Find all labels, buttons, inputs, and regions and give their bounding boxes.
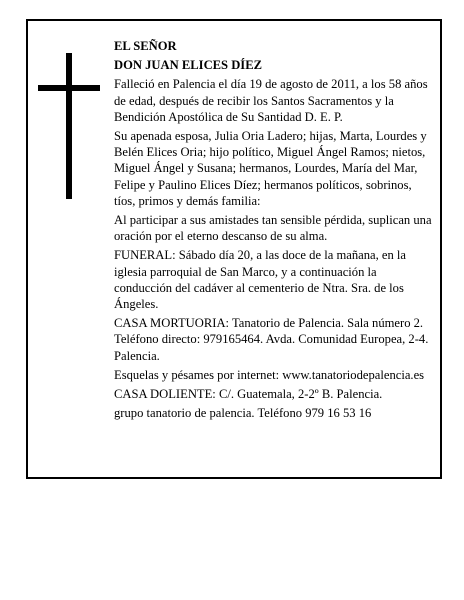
latin-cross-icon xyxy=(38,53,104,199)
internet-paragraph: Esquelas y pésames por internet: www.tanatoriodepalencia.es xyxy=(114,367,425,382)
cross-horizontal-bar xyxy=(38,85,100,91)
deceased-name: DON JUAN ELICES DÍEZ xyxy=(114,58,263,73)
death-paragraph: Falleció en Palencia el día 19 de agosto de 2011, a los 58 años de edad, después de recibir los Santos Sacramentos y la Bendición Apostólica de Su Santidad D. E. P. xyxy=(114,77,428,124)
cross-vertical-bar xyxy=(66,53,72,199)
mourning-house-paragraph: CASA DOLIENTE: C/. Guatemala, 2-2º B. Palencia. xyxy=(114,387,383,402)
funeral-paragraph: FUNERAL: Sábado día 20, a las doce de la mañana, en la iglesia parroquial de San Marco, y a continuación la conducción del cadáver al cementerio de Ntra. Sra. de los Ángeles. xyxy=(114,248,407,312)
obituary-notice xyxy=(26,19,442,479)
family-paragraph: Su apenada esposa, Julia Oria Ladero; hijas, Marta, Lourdes y Belén Elices Oria; hijo político, Miguel Ángel Ramos; nietos, Miguel Ángel y Susana; hermanos, Lourdes, María del Mar, Felipe y Paulino Elices Díez; hermanos políticos, sobrinos, tíos, primos y demás familia: xyxy=(114,129,427,208)
request-paragraph: Al participar a sus amistades tan sensible pérdida, suplican una oración por el eterno descanso de su alma. xyxy=(114,213,432,244)
notice-text xyxy=(114,38,436,424)
mortuary-paragraph: CASA MORTUORIA: Tanatorio de Palencia. Sala número 2. Teléfono directo: 979165464. Avda. Comunidad Europea, 2-4. Palencia. xyxy=(114,316,429,363)
title-line-1: EL SEÑOR xyxy=(114,39,177,53)
footer-paragraph: grupo tanatorio de palencia. Teléfono 979 16 53 16 xyxy=(114,406,372,421)
